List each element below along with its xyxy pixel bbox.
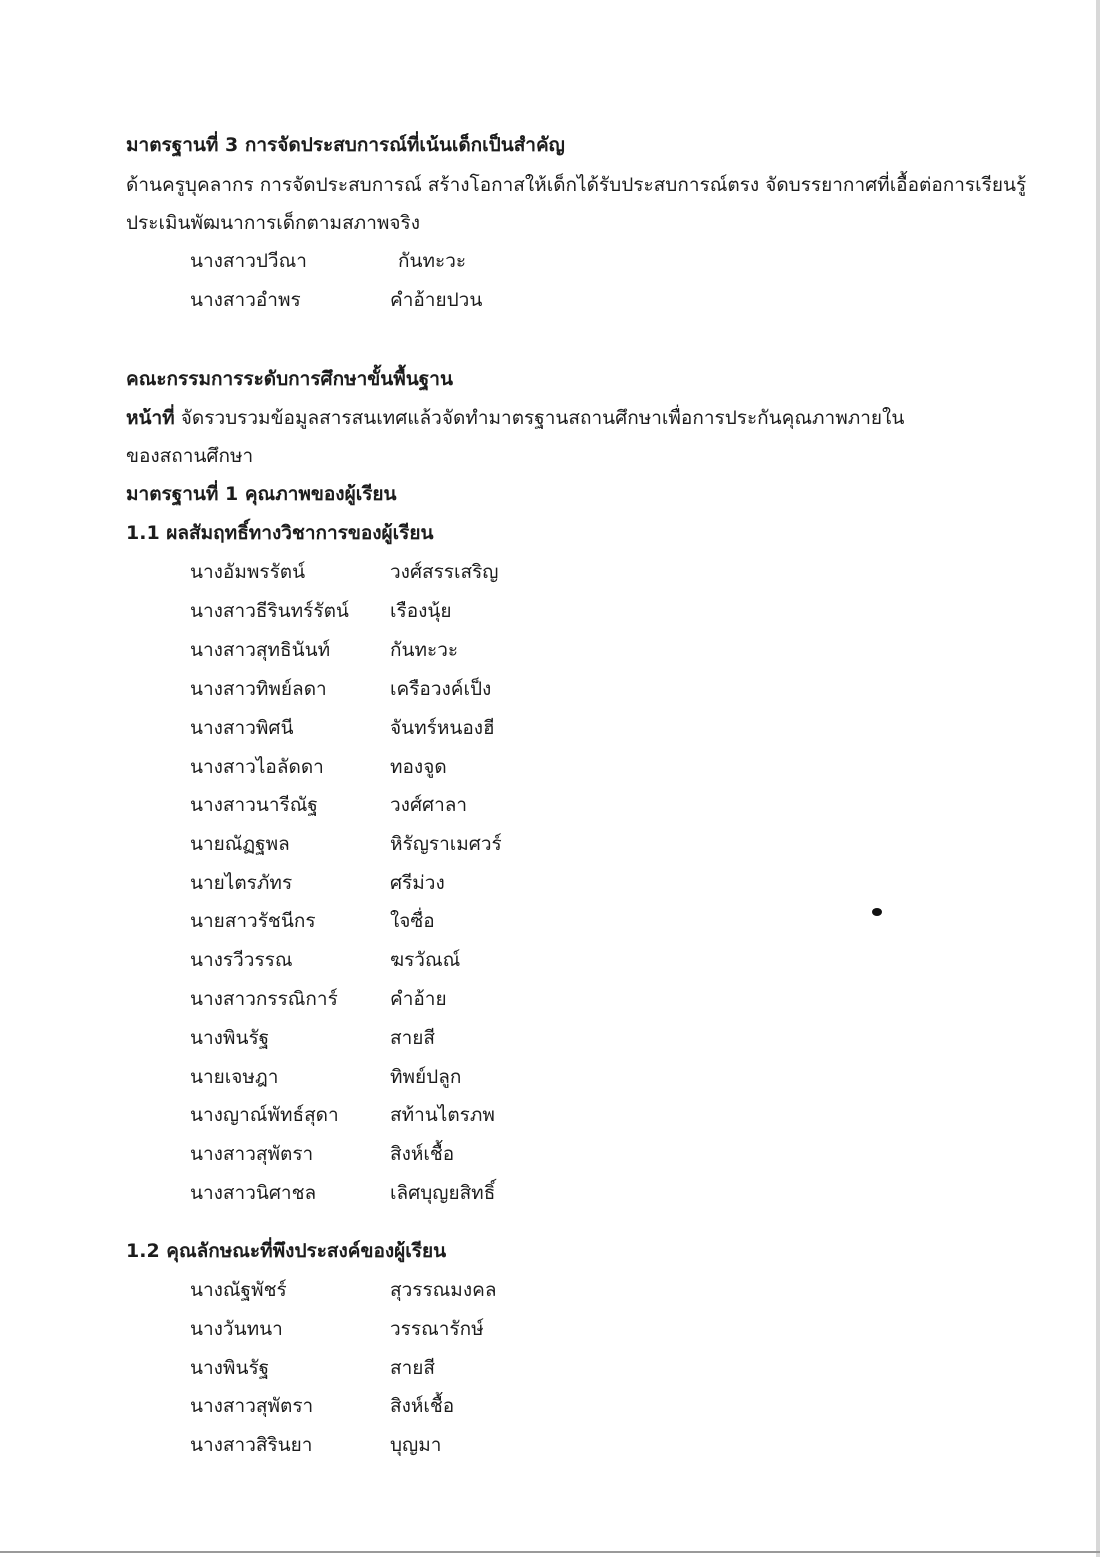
member-row xyxy=(190,248,466,274)
section-1-2-title: 1.2 คุณลักษณะที่พึงประสงค์ของผู้เรียน xyxy=(126,1240,447,1262)
member-first-name: นางณัฐพัชร์ xyxy=(190,1279,287,1301)
member-last-name: สิงห์เชื้อ xyxy=(390,1395,455,1417)
committee-title: คณะกรรมการระดับการศึกษาขั้นพื้นฐาน xyxy=(126,368,453,390)
member-row xyxy=(190,715,495,741)
standard3-title: มาตรฐานที่ 3 การจัดประสบการณ์ที่เน้นเด็กเป็นสำคัญ xyxy=(126,134,565,156)
member-first-name: นางสาวนิศาชล xyxy=(190,1182,317,1204)
member-last-name: คำอ้าย xyxy=(390,988,447,1010)
member-last-name: เลิศบุญยสิทธิ์ xyxy=(390,1182,496,1204)
member-row xyxy=(190,1355,435,1381)
member-row xyxy=(190,792,467,818)
member-first-name: นางสาวสิรินยา xyxy=(190,1434,313,1456)
member-last-name: เครือวงค์เป็ง xyxy=(390,678,492,700)
ink-spot xyxy=(872,908,882,916)
scan-edge-shadow xyxy=(1096,0,1100,1557)
member-first-name: นายเจษฎา xyxy=(190,1066,279,1088)
member-last-name: หิรัญราเมศวร์ xyxy=(390,833,502,855)
member-last-name: เรืองนุ้ย xyxy=(390,600,452,622)
member-row xyxy=(190,1102,495,1128)
member-first-name: นางสาวทิพย์ลดา xyxy=(190,678,327,700)
member-first-name: นางสาวนารีณัฐ xyxy=(190,794,318,816)
member-first-name: นางพินรัฐ xyxy=(190,1027,270,1049)
member-first-name: นางวันทนา xyxy=(190,1318,283,1340)
standard3-description-line1: ด้านครูบุคลากร การจัดประสบการณ์ สร้างโอกาสให้เด็กได้รับประสบการณ์ตรง จัดบรรยากาศที่เอื้อต่อการเรียนรู้ xyxy=(126,174,1027,196)
member-first-name: นางสาวพิศนี xyxy=(190,717,294,739)
member-last-name: วรรณารักษ์ xyxy=(390,1318,484,1340)
member-row xyxy=(190,637,458,663)
member-row xyxy=(190,1316,484,1342)
member-row xyxy=(190,1180,495,1206)
member-last-name: กันทะวะ xyxy=(398,250,467,272)
member-first-name: นายสาวรัชนีกร xyxy=(190,910,316,932)
member-first-name: นางสาวสุทธินันท์ xyxy=(190,639,331,661)
member-first-name: นางสาวสุพัตรา xyxy=(190,1395,314,1417)
member-row xyxy=(190,947,460,973)
member-last-name: บุญมา xyxy=(390,1434,442,1456)
member-last-name: สายสี xyxy=(390,1357,435,1379)
member-row xyxy=(190,559,499,585)
member-first-name: นางสาวปวีณา xyxy=(190,250,307,272)
section-1-1-title: 1.1 ผลสัมฤทธิ์ทางวิชาการของผู้เรียน xyxy=(126,522,434,544)
member-first-name: นางอัมพรรัตน์ xyxy=(190,561,306,583)
member-first-name: นางสาวไอลัดดา xyxy=(190,756,324,778)
member-row xyxy=(190,598,452,624)
member-row xyxy=(190,986,447,1012)
member-row xyxy=(190,1141,454,1167)
member-first-name: นางญาณ์พัทธ์สุดา xyxy=(190,1104,339,1126)
committee-duty-label: หน้าที่ xyxy=(126,407,175,429)
member-row xyxy=(190,676,491,702)
member-row xyxy=(190,831,502,857)
member-last-name: วงศ์สรรเสริญ xyxy=(390,561,499,583)
scan-bottom-edge xyxy=(0,1551,1100,1553)
member-row xyxy=(190,908,435,934)
member-first-name: นายณัฏฐพล xyxy=(190,833,290,855)
member-last-name: จันทร์หนองฮี xyxy=(390,717,495,739)
member-row xyxy=(190,287,482,313)
member-row xyxy=(190,1393,454,1419)
member-row xyxy=(190,870,445,896)
member-last-name: ใจซื่อ xyxy=(390,910,435,932)
standard1-title: มาตรฐานที่ 1 คุณภาพของผู้เรียน xyxy=(126,483,397,505)
committee-duty-line2: ของสถานศึกษา xyxy=(126,445,254,467)
member-last-name: กันทะวะ xyxy=(390,639,459,661)
member-first-name: นางสาวธีรินทร์รัตน์ xyxy=(190,600,349,622)
member-row xyxy=(190,1064,461,1090)
member-row xyxy=(190,754,447,780)
member-last-name: คำอ้ายปวน xyxy=(390,289,483,311)
member-first-name: นายไตรภัทร xyxy=(190,872,293,894)
member-last-name: ศรีม่วง xyxy=(390,872,445,894)
member-last-name: สายสี xyxy=(390,1027,435,1049)
member-last-name: ฆรวัณณ์ xyxy=(390,949,461,971)
member-last-name: สุวรรณมงคล xyxy=(390,1279,497,1301)
member-last-name: ทองจูด xyxy=(390,756,447,778)
member-last-name: ทิพย์ปลูก xyxy=(390,1066,462,1088)
member-first-name: นางสาวสุพัตรา xyxy=(190,1143,314,1165)
standard3-description-line2: ประเมินพัฒนาการเด็กตามสภาพจริง xyxy=(126,212,420,234)
member-last-name: สท้านไตรภพ xyxy=(390,1104,495,1126)
member-row xyxy=(190,1432,441,1458)
committee-duty-line1 xyxy=(126,405,904,431)
member-last-name: สิงห์เชื้อ xyxy=(390,1143,455,1165)
member-first-name: นางพินรัฐ xyxy=(190,1357,270,1379)
member-row xyxy=(190,1277,496,1303)
member-row xyxy=(190,1025,435,1051)
member-first-name: นางสาวกรรณิการ์ xyxy=(190,988,338,1010)
committee-duty-text: จัดรวบรวมข้อมูลสารสนเทศแล้วจัดทำมาตรฐานสถานศึกษาเพื่อการประกันคุณภาพภายใน xyxy=(180,407,905,429)
member-first-name: นางรวีวรรณ xyxy=(190,949,293,971)
member-first-name: นางสาวอำพร xyxy=(190,289,301,311)
member-last-name: วงศ์ศาลา xyxy=(390,794,468,816)
